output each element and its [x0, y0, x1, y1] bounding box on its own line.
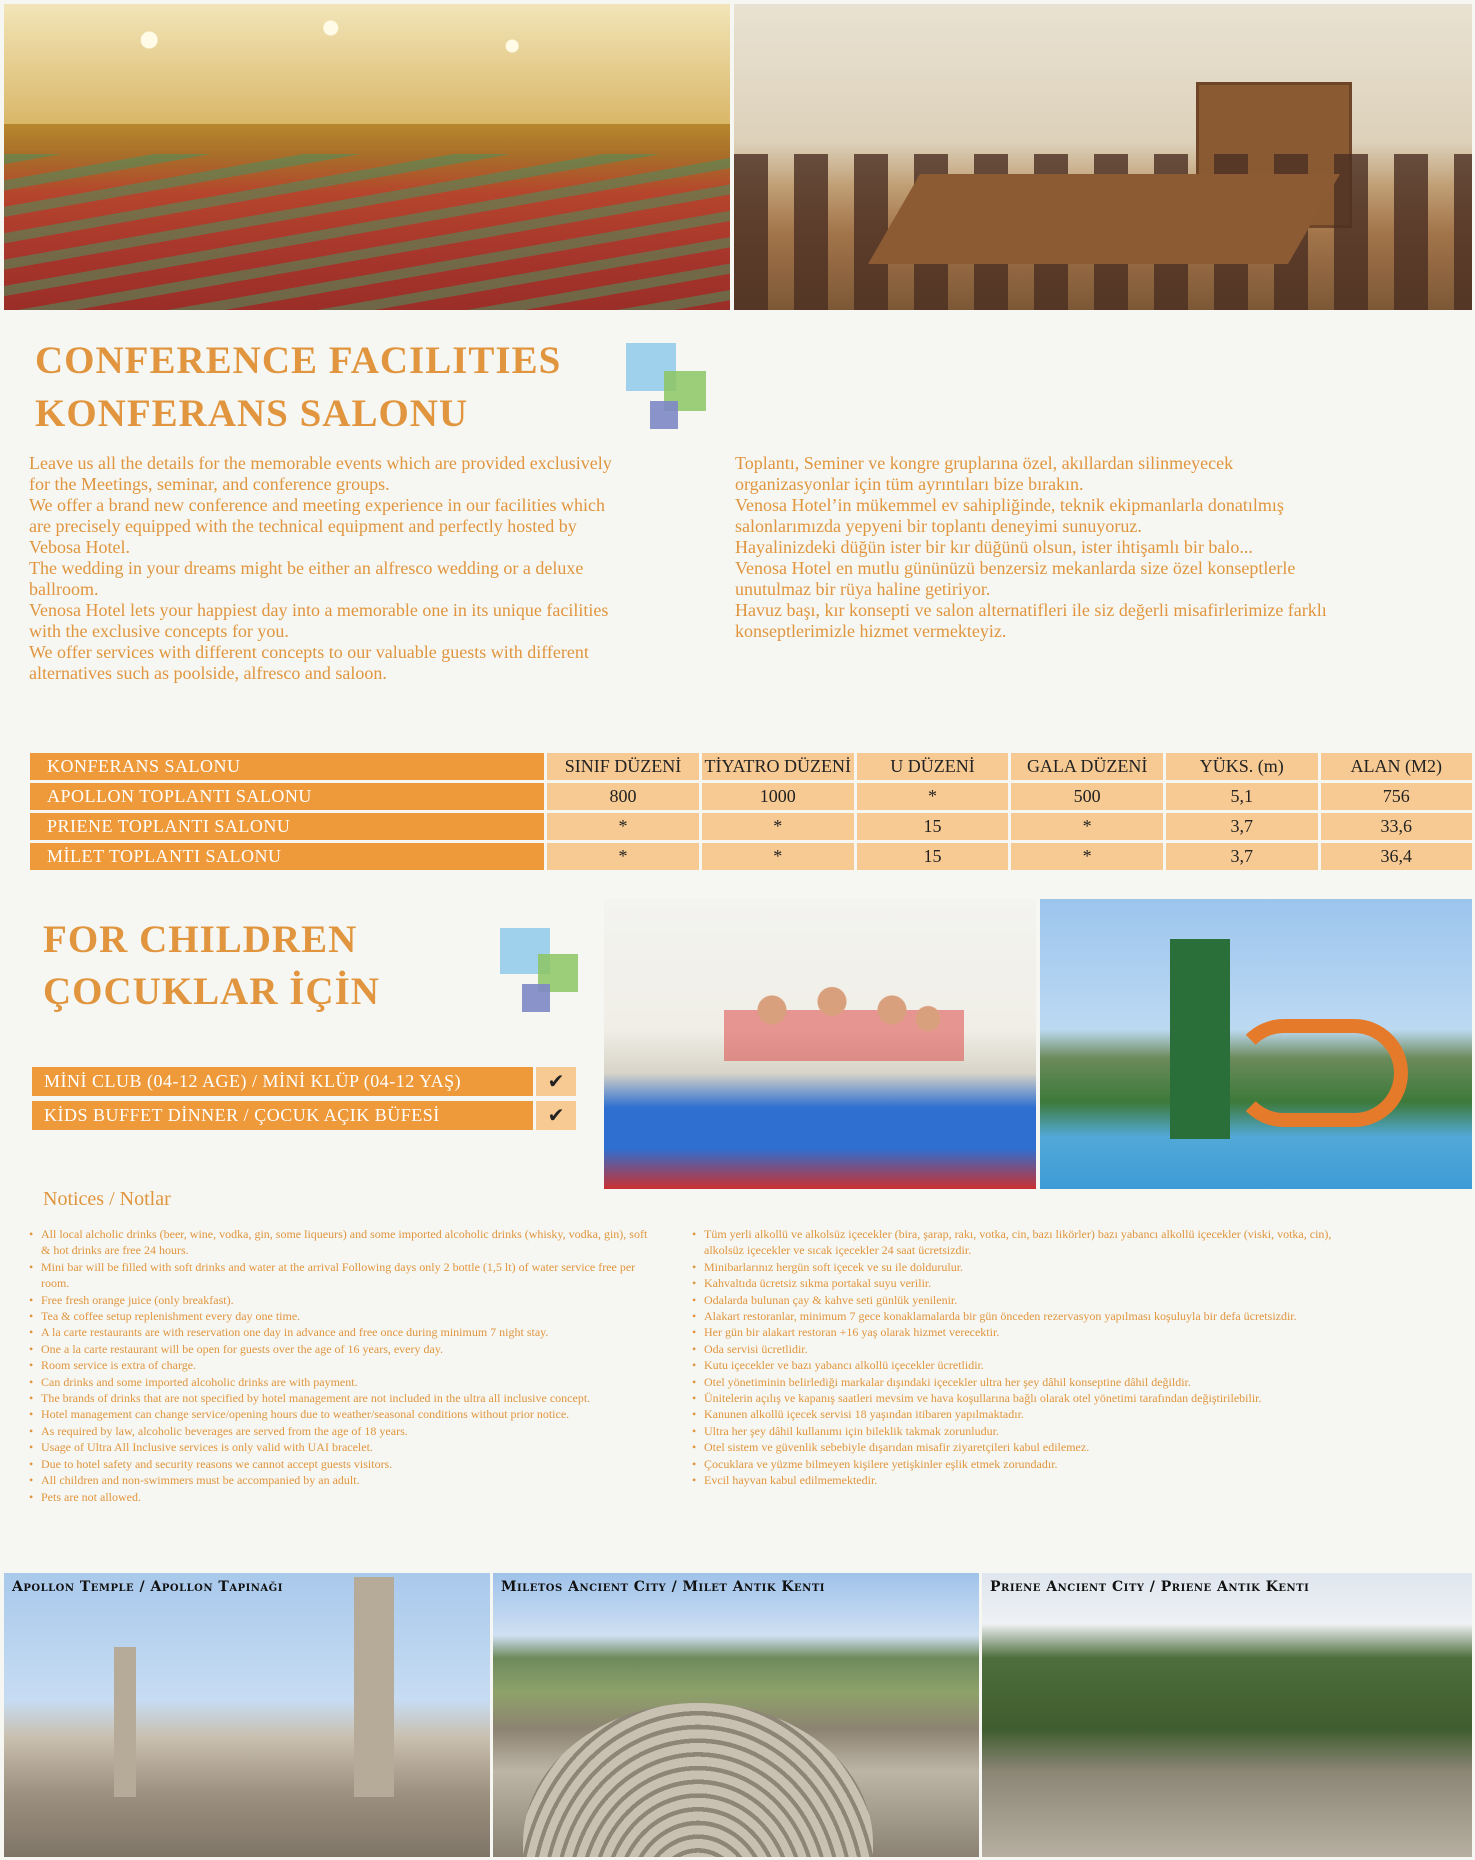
list-item: • Odalarda bulunan çay & kahve seti günlük yenilenir. — [692, 1292, 1342, 1308]
table-header-cell: TİYATRO DÜZENİ — [702, 753, 854, 780]
list-item: • Kahvaltıda ücretsiz sıkma portakal suyu verilir. — [692, 1275, 1342, 1291]
table-header-cell: ALAN (M2) — [1321, 753, 1472, 780]
list-item: • Usage of Ultra All Inclusive services is only valid with UAI bracelet. — [29, 1439, 649, 1455]
list-item: • As required by law, alcoholic beverages are served from the age of 18 years. — [29, 1423, 649, 1439]
table-header-row — [30, 753, 1472, 780]
list-item: • Çocuklara ve yüzme bilmeyen kişilere yetişkinler eşlik etmek zorundadır. — [692, 1456, 1342, 1472]
children-title-en: FOR CHILDREN — [43, 918, 358, 961]
photo-caption: Priene Ancient City / Priene Antik Kenti — [990, 1579, 1310, 1595]
table-header-cell: YÜKS. (m) — [1166, 753, 1318, 780]
kids-club-photo — [604, 899, 1036, 1189]
list-item: • Free fresh orange juice (only breakfast). — [29, 1292, 649, 1308]
ballroom-photo — [4, 4, 730, 310]
mini-club-label: MİNİ CLUB (04-12 AGE) / MİNİ KLÜP (04-12 YAŞ) — [32, 1067, 533, 1096]
list-item: • Pets are not allowed. — [29, 1489, 649, 1505]
table-header-cell: U DÜZENİ — [857, 753, 1009, 780]
miletos-city-photo — [493, 1573, 979, 1857]
text-line: The wedding in your dreams might be either an alfresco wedding or a deluxe — [29, 558, 584, 578]
table-header-cell: KONFERANS SALONU — [30, 753, 544, 780]
conference-title-en: CONFERENCE FACILITIES — [35, 339, 562, 382]
text-line: alternatives such as poolside, alfresco and saloon. — [29, 663, 387, 683]
table-header-cell: SINIF DÜZENİ — [547, 753, 699, 780]
table-cell: * — [702, 843, 854, 870]
table-cell: 800 — [547, 783, 699, 810]
checkmark-icon: ✔ — [536, 1067, 576, 1096]
list-item: • Oda servisi ücretlidir. — [692, 1341, 1342, 1357]
list-item: • Tüm yerli alkollü ve alkolsüz içecekler (bira, şarap, rakı, votka, cin, bazı likörler) bazı yabancı alkollü içecekler (viski, votka, cin), alkolsüz içecekler ve sıcak içecekler 24 saat ücretsizdir. — [692, 1226, 1342, 1259]
table-cell: * — [547, 843, 699, 870]
list-item: • Mini bar will be filled with soft drinks and water at the arrival Following days only 2 bottle (1,5 lt) of water service free per room. — [29, 1259, 649, 1292]
text-line: Vebosa Hotel. — [29, 537, 130, 557]
list-item: • Ünitelerin açılış ve kapanış saatleri mevsim ve hava koşullarına bağlı olarak otel yönetimi tarafından değiştirilebilir. — [692, 1390, 1342, 1406]
list-item: • All children and non-swimmers must be accompanied by an adult. — [29, 1472, 649, 1488]
table-cell: PRIENE TOPLANTI SALONU — [30, 813, 544, 840]
text-line: Venosa Hotel en mutlu gününüzü benzersiz mekanlarda size özel konseptlerle — [735, 558, 1296, 578]
conference-text-tr — [735, 453, 1470, 642]
aquapark-photo — [1040, 899, 1472, 1189]
text-line: Toplantı, Seminer ve kongre gruplarına özel, akıllardan silinmeyecek — [735, 453, 1234, 473]
list-item: • Room service is extra of charge. — [29, 1357, 649, 1373]
table-cell: 15 — [857, 843, 1009, 870]
table-cell: 3,7 — [1166, 843, 1318, 870]
table-header-cell: GALA DÜZENİ — [1011, 753, 1163, 780]
text-line: with the exclusive concepts for you. — [29, 621, 289, 641]
text-line: unutulmaz bir rüya haline getiriyor. — [735, 579, 991, 599]
table-cell: 756 — [1321, 783, 1472, 810]
table-row — [30, 813, 1472, 840]
text-line: Hayalinizdeki düğün ister bir kır düğünü olsun, ister ihtişamlı bir balo... — [735, 537, 1253, 557]
notices-list-en — [29, 1226, 649, 1505]
list-item: • Minibarlarınız hergün soft içecek ve su ile doldurulur. — [692, 1259, 1342, 1275]
kids-buffet-label: KİDS BUFFET DİNNER / ÇOCUK AÇIK BÜFESİ — [32, 1101, 533, 1130]
table-cell: 1000 — [702, 783, 854, 810]
text-line: We offer a brand new conference and meeting experience in our facilities which — [29, 495, 605, 515]
table-cell: * — [1011, 843, 1163, 870]
table-row — [30, 843, 1472, 870]
text-line: ballroom. — [29, 579, 99, 599]
list-item: • Her gün bir alakart restoran +16 yaş olarak hizmet verecektir. — [692, 1324, 1342, 1340]
list-item: • Otel sistem ve güvenlik sebebiyle dışarıdan misafir ziyaretçileri kabul edilemez. — [692, 1439, 1342, 1455]
list-item: • A la carte restaurants are with reservation one day in advance and free once during minimum 7 night stay. — [29, 1324, 649, 1340]
text-line: Venosa Hotel’in mükemmel ev sahipliğinde, teknik ekipmanlarla donatılmış — [735, 495, 1284, 515]
list-item: • Can drinks and some imported alcoholic drinks are with payment. — [29, 1374, 649, 1390]
table-cell: 36,4 — [1321, 843, 1472, 870]
table-cell: * — [857, 783, 1009, 810]
photo-caption: Miletos Ancient City / Milet Antik Kenti — [501, 1579, 825, 1595]
table-cell: APOLLON TOPLANTI SALONU — [30, 783, 544, 810]
decorative-squares-icon — [500, 928, 580, 1014]
table-cell: 500 — [1011, 783, 1163, 810]
photo-caption: Apollon Temple / Apollon Tapınağı — [12, 1579, 283, 1595]
notices-title: Notices / Notlar — [43, 1188, 171, 1210]
table-cell: 3,7 — [1166, 813, 1318, 840]
table-cell: * — [547, 813, 699, 840]
conference-halls-table — [27, 750, 1475, 873]
text-line: konseptlerimizle hizmet vermekteyiz. — [735, 621, 1007, 641]
list-item: • Kanunen alkollü içecek servisi 18 yaşından itibaren yapılmaktadır. — [692, 1406, 1342, 1422]
text-line: Leave us all the details for the memorable events which are provided exclusively — [29, 453, 612, 473]
list-item: • All local alcholic drinks (beer, wine, vodka, gin, some liqueurs) and some imported alcoholic drinks (whisky, vodka, gin), soft & hot drinks are free 24 hours. — [29, 1226, 649, 1259]
text-line: are precisely equipped with the technical equipment and perfectly hosted by — [29, 516, 577, 536]
list-item: • One a la carte restaurant will be open for guests over the age of 16 years, every day. — [29, 1341, 649, 1357]
list-item: • Evcil hayvan kabul edilmemektedir. — [692, 1472, 1342, 1488]
text-line: Venosa Hotel lets your happiest day into a memorable one in its unique facilities — [29, 600, 609, 620]
children-title-tr: ÇOCUKLAR İÇİN — [43, 970, 380, 1013]
list-item: • Tea & coffee setup replenishment every day one time. — [29, 1308, 649, 1324]
list-item: • Due to hotel safety and security reasons we cannot accept guests visitors. — [29, 1456, 649, 1472]
text-line: salonlarımızda yepyeni bir toplantı deneyimi sunuyoruz. — [735, 516, 1142, 536]
table-cell: 5,1 — [1166, 783, 1318, 810]
table-cell: MİLET TOPLANTI SALONU — [30, 843, 544, 870]
meeting-room-photo — [734, 4, 1472, 310]
list-item: • Otel yönetiminin belirlediği markalar dışındaki içecekler ultra her şey dâhil konseptine dâhil değildir. — [692, 1374, 1342, 1390]
text-line: Havuz başı, kır konsepti ve salon alternatifleri ile siz değerli misafirlerimize farklı — [735, 600, 1327, 620]
list-item: • Hotel management can change service/opening hours due to weather/seasonal conditions without prior notice. — [29, 1406, 649, 1422]
priene-city-photo — [982, 1573, 1472, 1857]
decorative-squares-icon — [626, 343, 708, 431]
list-item: • The brands of drinks that are not specified by hotel management are not included in the ultra all inclusive concept. — [29, 1390, 649, 1406]
text-line: organizasyonlar için tüm ayrıntıları bize bırakın. — [735, 474, 1084, 494]
list-item: • Ultra her şey dâhil kullanımı için bileklik takmak zorunludur. — [692, 1423, 1342, 1439]
text-line: We offer services with different concepts to our valuable guests with different — [29, 642, 589, 662]
table-cell: * — [702, 813, 854, 840]
conference-title-tr: KONFERANS SALONU — [35, 392, 469, 435]
list-item: • Alakart restoranlar, minimum 7 gece konaklamalarda bir gün önceden rezervasyon yapılması koşuluyla bir defa ücretsizdir. — [692, 1308, 1342, 1324]
list-item: • Kutu içecekler ve bazı yabancı alkollü içecekler ücretlidir. — [692, 1357, 1342, 1373]
conference-text-en — [29, 453, 719, 684]
checkmark-icon: ✔ — [536, 1101, 576, 1130]
table-cell: 15 — [857, 813, 1009, 840]
text-line: for the Meetings, seminar, and conference groups. — [29, 474, 390, 494]
table-cell: 33,6 — [1321, 813, 1472, 840]
apollon-temple-photo — [4, 1573, 490, 1857]
notices-list-tr — [692, 1226, 1342, 1489]
table-row — [30, 783, 1472, 810]
table-cell: * — [1011, 813, 1163, 840]
